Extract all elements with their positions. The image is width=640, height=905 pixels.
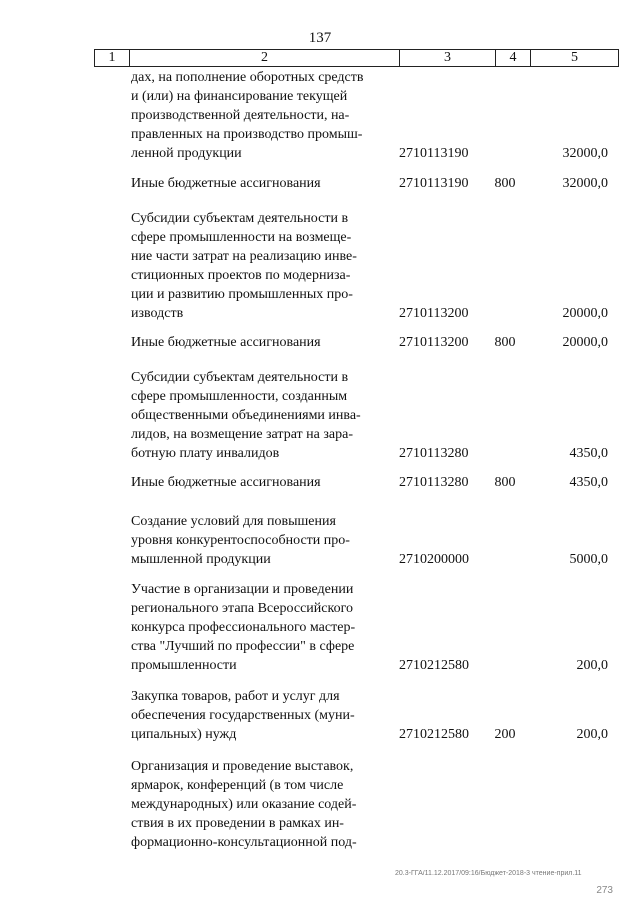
row-amount: 32000,0	[562, 146, 608, 161]
description-line: сфере промышленности на возмеще-	[131, 230, 352, 245]
row-description	[131, 209, 385, 323]
row-amount: 20000,0	[562, 335, 608, 350]
row-expense-type: 800	[494, 335, 516, 350]
table-header	[94, 49, 619, 67]
row-description	[131, 174, 385, 193]
description-line: Закупка товаров, работ и услуг для	[131, 689, 340, 704]
description-line: производственной деятельности, на-	[131, 108, 350, 123]
row-expense-type: 800	[494, 475, 516, 490]
row-amount: 200,0	[576, 727, 608, 742]
description-line: Организация и проведение выставок,	[131, 759, 354, 774]
description-line: Субсидии субъектам деятельности в	[131, 370, 349, 385]
row-code: 2710113200	[399, 335, 469, 350]
description-line: общественными объединениями инва-	[131, 408, 361, 423]
row-code: 2710212580	[399, 658, 469, 673]
description-line: ленной продукции	[131, 146, 242, 161]
description-line: мышленной продукции	[131, 552, 271, 567]
page-number: 137	[308, 30, 332, 46]
description-line: Субсидии субъектам деятельности в	[131, 211, 349, 226]
row-description	[131, 368, 385, 463]
row-amount: 4350,0	[569, 475, 608, 490]
description-line: Иные бюджетные ассигнования	[131, 475, 321, 490]
column-header-5: 5	[530, 50, 618, 66]
row-amount: 20000,0	[562, 306, 608, 321]
row-code: 2710113280	[399, 475, 469, 490]
row-code: 2710113190	[399, 146, 469, 161]
row-code: 2710113200	[399, 306, 469, 321]
row-description	[131, 580, 385, 675]
row-description	[131, 687, 385, 744]
description-line: обеспечения государственных (муни-	[131, 708, 355, 723]
description-line: ства "Лучший по профессии" в сфере	[131, 639, 355, 654]
description-line: промышленности	[131, 658, 237, 673]
row-amount: 200,0	[576, 658, 608, 673]
footer-file-path: 20.3-ГГА/11.12.2017/09:16/Бюджет-2018-3 чтение-прил.11	[395, 870, 582, 877]
row-amount: 32000,0	[562, 176, 608, 191]
description-line: сфере промышленности, созданным	[131, 389, 348, 404]
row-amount: 4350,0	[569, 446, 608, 461]
row-code: 2710212580	[399, 727, 469, 742]
description-line: Участие в организации и проведении	[131, 582, 354, 597]
description-line: Иные бюджетные ассигнования	[131, 335, 321, 350]
description-line: изводств	[131, 306, 184, 321]
row-code: 2710113190	[399, 176, 469, 191]
description-line: конкурса профессионального мастер-	[131, 620, 356, 635]
description-line: регионального этапа Всероссийского	[131, 601, 353, 616]
description-line: формационно-консультационной под-	[131, 835, 357, 850]
description-line: ции и развитию промышленных про-	[131, 287, 353, 302]
column-header-2: 2	[129, 50, 399, 66]
description-line: ствия в их проведении в рамках ин-	[131, 816, 344, 831]
page-stamp: 273	[596, 885, 613, 896]
description-line: и (или) на финансирование текущей	[131, 89, 348, 104]
description-line: лидов, на возмещение затрат на зара-	[131, 427, 353, 442]
row-amount: 5000,0	[569, 552, 608, 567]
row-code: 2710113280	[399, 446, 469, 461]
row-expense-type: 200	[494, 727, 516, 742]
column-header-4: 4	[495, 50, 530, 66]
description-line: Иные бюджетные ассигнования	[131, 176, 321, 191]
column-header-1: 1	[108, 50, 116, 65]
description-line: международных) или оказание содей-	[131, 797, 357, 812]
row-expense-type: 800	[494, 176, 516, 191]
row-description	[131, 68, 385, 163]
description-line: дах, на пополнение оборотных средств	[131, 70, 364, 85]
description-line: ципальных) нужд	[131, 727, 237, 742]
description-line: ботную плату инвалидов	[131, 446, 280, 461]
row-description	[131, 473, 385, 492]
row-description	[131, 333, 385, 352]
description-line: ние части затрат на реализацию инве-	[131, 249, 357, 264]
row-description	[131, 512, 385, 569]
description-line: уровня конкурентоспособности про-	[131, 533, 350, 548]
description-line: ярмарок, конференций (в том числе	[131, 778, 344, 793]
description-line: правленных на производство промыш-	[131, 127, 363, 142]
description-line: стиционных проектов по модерниза-	[131, 268, 351, 283]
row-code: 2710200000	[399, 552, 469, 567]
column-header-3: 3	[399, 50, 495, 66]
row-description	[131, 757, 385, 852]
description-line: Создание условий для повышения	[131, 514, 336, 529]
